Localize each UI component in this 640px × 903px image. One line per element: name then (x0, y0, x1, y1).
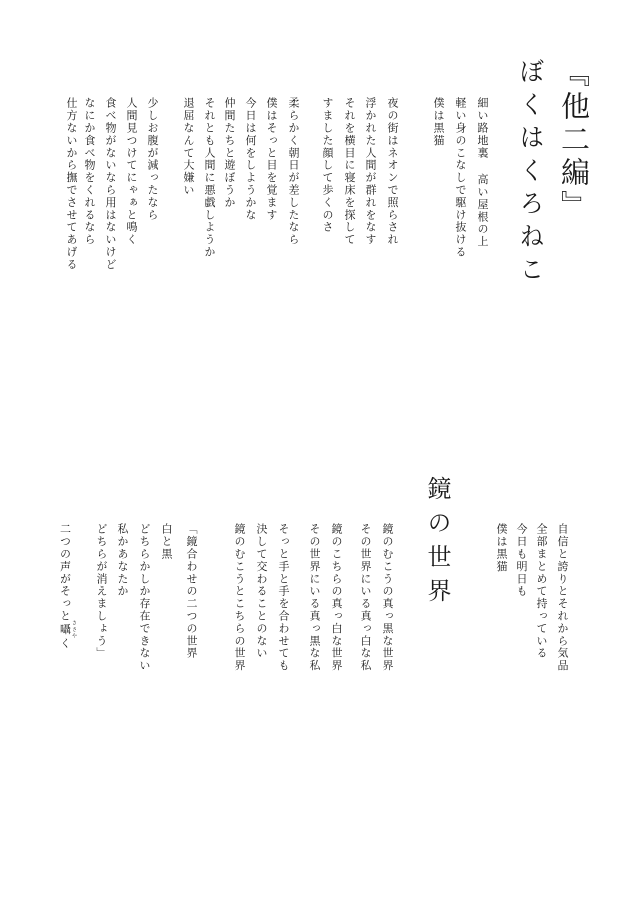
series-title: 『他二編』 (557, 58, 591, 223)
poem-line: どちらが消えましょう」 (95, 523, 108, 660)
ruby-reading: ささや (71, 620, 77, 640)
poem-line: すました顔して歩くのさ (321, 97, 334, 234)
poem-line: 仲間たちと遊ぼうか (223, 97, 236, 209)
poem-line: それとも人間に悪戯しようか (203, 97, 216, 259)
poem-line: それを横目に寝床を探して (343, 97, 356, 246)
poem-line: その世界にいる真っ白な私 (359, 523, 372, 672)
poem-line: 食べ物がないなら用はないけど (104, 97, 117, 271)
poem-line: 鏡のむこうとこちらの世界 (233, 523, 246, 672)
poem-line: そっと手と手を合わせても (277, 523, 290, 672)
poem-line: 少しお腹が減ったなら (146, 97, 159, 221)
poem-line: 私かあなたか (116, 523, 129, 598)
poem-line: 浮かれた人間が群れをなす (364, 97, 377, 246)
poem-title-kagami-no-sekai: 鏡の世界 (423, 476, 451, 612)
poem-line: 僕は黒猫 (495, 523, 508, 573)
poem-line: 僕は黒猫 (432, 97, 445, 147)
poem-line-final (60, 523, 78, 650)
poem-line: 鏡のむこうの真っ黒な世界 (381, 523, 394, 672)
poem-line: 「鏡合わせの二つの世界 (185, 523, 198, 660)
poem-line: なにか食べ物をくれるなら (83, 97, 96, 246)
poem-title-boku-wa-kuroneko: ぼくはくろねこ (516, 58, 545, 289)
poem-line: 決して交わることのない (255, 523, 268, 660)
poem-line: 今日は何をしようかな (244, 97, 257, 221)
poem-line: 軽い身のこなしで駆け抜ける (454, 97, 467, 259)
poem-line: 僕はそっと目を覚ます (265, 97, 278, 221)
poem-line: 柔らかく朝日が差したなら (287, 97, 300, 246)
poem-line: 人間見つけてにゃぁと鳴く (125, 97, 138, 246)
poem-line: 今日も明日も (515, 523, 528, 598)
poem-line: 退屈なんて大嫌い (182, 97, 195, 197)
poem-line: 細い路地裏 高い屋根の上 (476, 97, 489, 248)
poem-line: その世界にいる真っ黒な私 (308, 523, 321, 672)
poem-line: どちらかしか存在できない (138, 523, 151, 672)
ruby-annotation: 囁 ささや (58, 620, 77, 640)
poem-line: 白と黒 (160, 523, 173, 561)
poem-line-final-text: 二つの声がそっと囁 ささやく (58, 523, 77, 650)
poem-line: 鏡のこちらの真っ白な世界 (330, 523, 343, 672)
poem-line: 夜の街はネオンで照らされ (386, 97, 399, 246)
poem-line: 自信と誇りとそれから気品 (556, 523, 569, 672)
poem-line: 仕方ないから撫でさせてあげる (65, 97, 78, 271)
poem-line: 全部まとめて持っている (535, 523, 548, 660)
